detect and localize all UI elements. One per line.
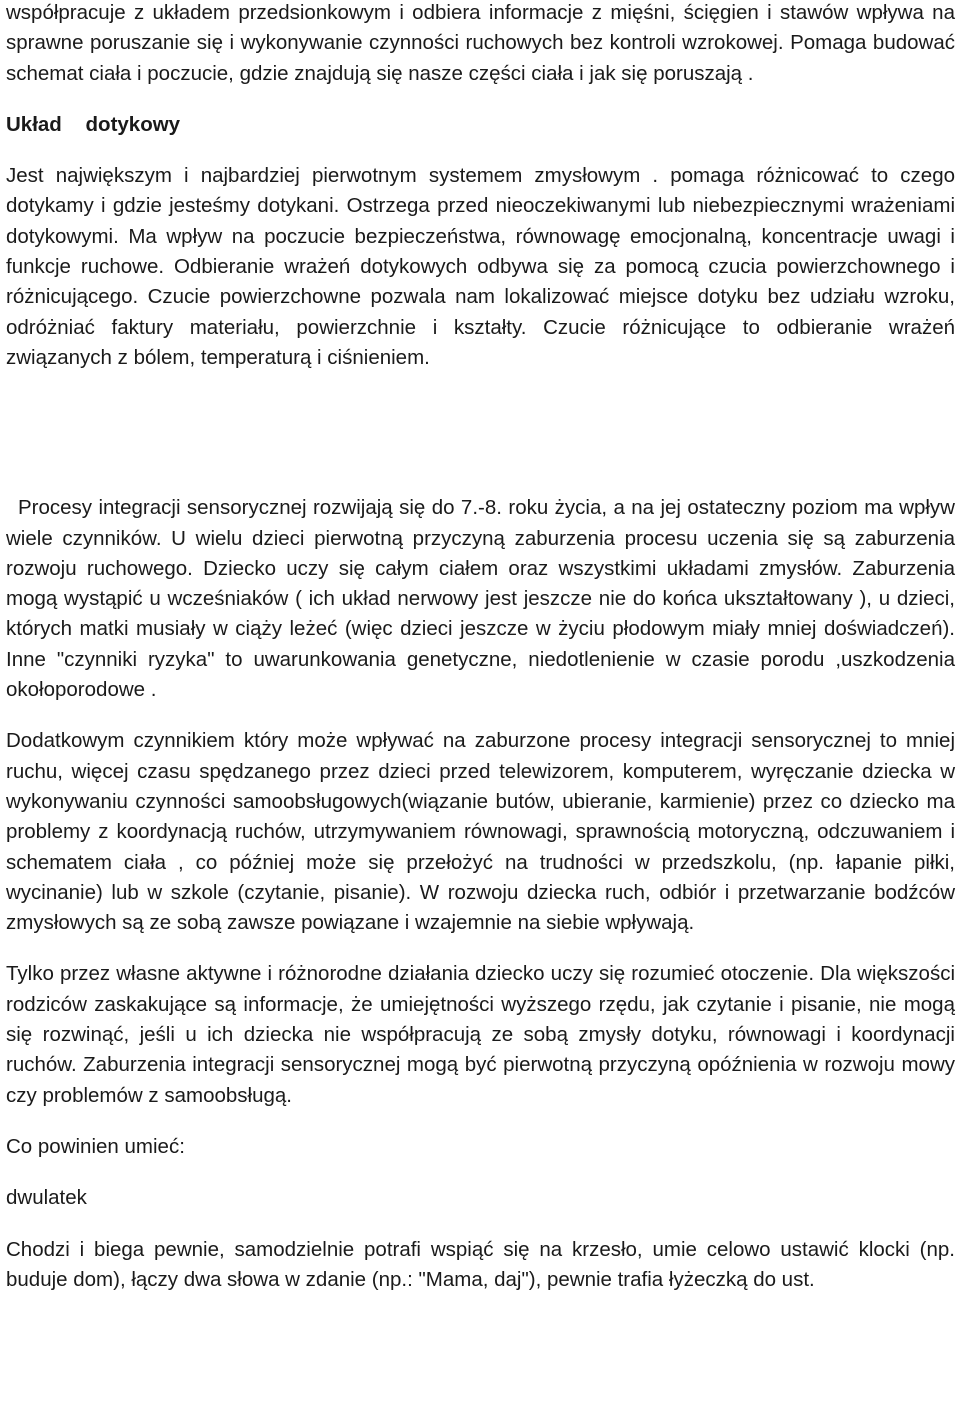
document-page bbox=[6, 0, 955, 1295]
label-co-powinien-umiec: Co powinien umieć: bbox=[6, 1134, 185, 1158]
paragraph-procesy-integracji: Procesy integracji sensorycznej rozwijają się do 7.-8. roku życia, a na jej ostateczny poziom ma wpływ wiele czynników. U wielu dzieci pierwotną przyczyną zaburzenia procesu uczenia się są zaburzenia rozwoju ruchowego. Dziecko uczy się całym ciałem oraz wszystkimi układami zmysłów. Zaburzenia mogą wystąpić u wcześniaków ( ich układ nerwowy jest jeszcze nie do końca ukształtowany ), u dzieci, których matki musiały w ciąży leżeć (więc dzieci jeszcze w życiu płodowym miały mniej doświadczeń). Inne "czynniki ryzyka" to uwarunkowania genetyczne, niedotlenienie w czasie porodu ,uszkodzenia okołoporodowe . bbox=[6, 496, 955, 702]
label-dwulatek: dwulatek bbox=[6, 1186, 87, 1210]
paragraph-intro: współpracuje z układem przedsionkowym i odbiera informacje z mięśni, ścięgien i stawów wpływa na sprawne poruszanie się i wykonywanie czynności ruchowych bez kontroli wzrokowej. Pomaga budować schemat ciała i poczucie, gdzie znajdują się nasze części ciała i jak się poruszają . bbox=[6, 1, 955, 85]
paragraph-tylko-przez: Tylko przez własne aktywne i różnorodne działania dziecko uczy się rozumieć otoczenie. Dla większości rodziców zaskakujące są informacje, że umiejętności wyższego rzędu, jak czytanie i pisanie, nie mogą się rozwinąć, jeśli u ich dziecka nie współpracują ze sobą zmysły dotyku, równowagi i koordynacji ruchów. Zaburzenia integracji sensorycznej mogą być pierwotną przyczyną opóźnienia w rozwoju mowy czy problemów z samoobsługą. bbox=[6, 962, 955, 1107]
paragraph-uklad-dotykowy: Jest największym i najbardziej pierwotnym systemem zmysłowym . pomaga różnicować to czego dotykamy i gdzie jesteśmy dotykani. Ostrzega przed nieoczekiwanymi lub niebezpiecznymi wrażeniami dotykowymi. Ma wpływ na poczucie bezpieczeństwa, równowagę emocjonalną, koncentracje uwagi i funkcje ruchowe. Odbieranie wrażeń dotykowych odbywa się za pomocą czucia powierzchownego i różnicującego. Czucie powierzchowne pozwala nam lokalizować miejsce dotyku bez udziału wzroku, odróżniać faktury materiału, powierzchnie i kształty. Czucie różnicujące to odbieranie wrażeń związanych z bólem, temperaturą i ciśnieniem. bbox=[6, 164, 955, 369]
paragraph-chodzi-i-biega: Chodzi i biega pewnie, samodzielnie potrafi wspiąć się na krzesło, umie celowo ustawić klocki (np. buduje dom), łączy dwa słowa w zdanie (np.: "Mama, daj"), pewnie trafia łyżeczką do ust. bbox=[6, 1237, 955, 1291]
paragraph-dodatkowym-czynnikiem: Dodatkowym czynnikiem który może wpływać na zaburzone procesy integracji sensorycznej to mniej ruchu, więcej czasu spędzanego przez dzieci przed telewizorem, komputerem, wyręczanie dziecka w wykonywaniu czynności samoobsługowych(wiązanie butów, ubieranie, karmienie) przez co dziecko ma problemy z koordynacją ruchów, utrzymywaniem równowagi, sprawnością motoryczną, odczuwaniem i schematem ciała , co później może się przełożyć na trudności w przedszkolu, (np. łapanie piłki, wycinanie) lub w szkole (czytanie, pisanie). W rozwoju dziecka ruch, odbiór i przetwarzanie bodźców zmysłowych są ze sobą zawsze powiązane i wzajemnie na siebie wpływają. bbox=[6, 729, 955, 935]
section-heading-uklad-dotykowy: Układ dotykowy bbox=[6, 112, 181, 136]
